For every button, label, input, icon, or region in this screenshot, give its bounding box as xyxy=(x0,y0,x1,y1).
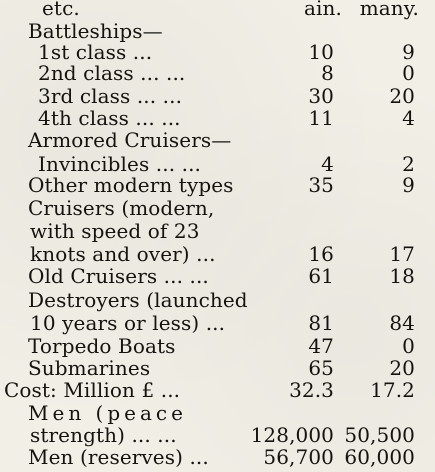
row-value-1: 30 xyxy=(308,84,334,108)
row-value-1: 65 xyxy=(308,356,334,380)
table-row xyxy=(0,106,435,130)
row-value-1: 10 xyxy=(308,40,334,64)
row-label: Cost: Million £ ... xyxy=(4,378,181,402)
row-value-2: 20 xyxy=(389,356,415,380)
table-row xyxy=(0,173,435,197)
table-row xyxy=(0,196,435,220)
row-label: Battleships— xyxy=(28,19,163,43)
row-value-1: 128,000 xyxy=(250,423,334,447)
row-label: Cruisers (modern, xyxy=(28,196,215,220)
row-label: knots and over) ... xyxy=(30,242,216,266)
row-label: Men (peace xyxy=(28,401,187,425)
row-value-2: 17.2 xyxy=(370,378,415,402)
row-value-2: 17 xyxy=(389,242,415,266)
row-label: Torpedo Boats xyxy=(28,334,176,358)
row-label: 10 years or less) ... xyxy=(30,311,226,335)
header-col2: many. xyxy=(359,0,419,20)
table-row xyxy=(0,128,435,152)
row-value-1: 11 xyxy=(308,106,334,130)
row-value-1: 32.3 xyxy=(289,378,334,402)
row-value-1: 16 xyxy=(308,242,334,266)
row-label: Old Cruisers ... ... xyxy=(28,264,209,288)
row-value-2: 84 xyxy=(389,311,415,335)
row-value-2: 0 xyxy=(402,61,415,85)
row-value-2: 0 xyxy=(402,334,415,358)
row-label: Submarines xyxy=(28,356,151,380)
row-label: Other modern types xyxy=(28,173,234,197)
row-label: strength) ... ... xyxy=(30,423,177,447)
row-label: 4th class ... ... xyxy=(38,106,181,130)
table-row xyxy=(0,378,435,402)
row-value-2: 20 xyxy=(389,84,415,108)
row-value-2: 50,500 xyxy=(344,423,415,447)
table-row xyxy=(0,401,435,425)
row-value-1: 56,700 xyxy=(263,445,334,469)
row-value-2: 9 xyxy=(402,173,415,197)
table-header xyxy=(0,0,435,20)
row-value-2: 18 xyxy=(389,264,415,288)
row-value-1: 4 xyxy=(321,152,334,176)
table-row xyxy=(0,264,435,288)
row-value-2: 9 xyxy=(402,40,415,64)
row-label: 1st class ... xyxy=(38,40,153,64)
row-value-1: 8 xyxy=(321,61,334,85)
row-label: 3rd class ... ... xyxy=(38,84,183,108)
row-value-1: 35 xyxy=(308,173,334,197)
row-label: with speed of 23 xyxy=(30,219,200,243)
row-label: Armored Cruisers— xyxy=(28,128,232,152)
table-row xyxy=(0,242,435,266)
table-row xyxy=(0,445,435,469)
table-row xyxy=(0,61,435,85)
header-col1: ain. xyxy=(304,0,342,20)
row-value-2: 4 xyxy=(402,106,415,130)
table-row xyxy=(0,423,435,447)
table-row xyxy=(0,288,435,312)
row-label: Invincibles ... ... xyxy=(38,152,202,176)
table-row xyxy=(0,219,435,243)
table-row xyxy=(0,311,435,335)
row-value-1: 47 xyxy=(308,334,334,358)
row-label: Men (reserves) ... xyxy=(28,445,209,469)
row-value-1: 81 xyxy=(308,311,334,335)
row-value-2: 2 xyxy=(402,152,415,176)
table-row xyxy=(0,334,435,358)
table-row xyxy=(0,84,435,108)
header-etc: etc. xyxy=(42,0,80,20)
row-value-1: 61 xyxy=(308,264,334,288)
row-value-2: 60,000 xyxy=(344,445,415,469)
table-row xyxy=(0,356,435,380)
row-label: 2nd class ... ... xyxy=(38,61,186,85)
row-label: Destroyers (launched xyxy=(28,288,248,312)
